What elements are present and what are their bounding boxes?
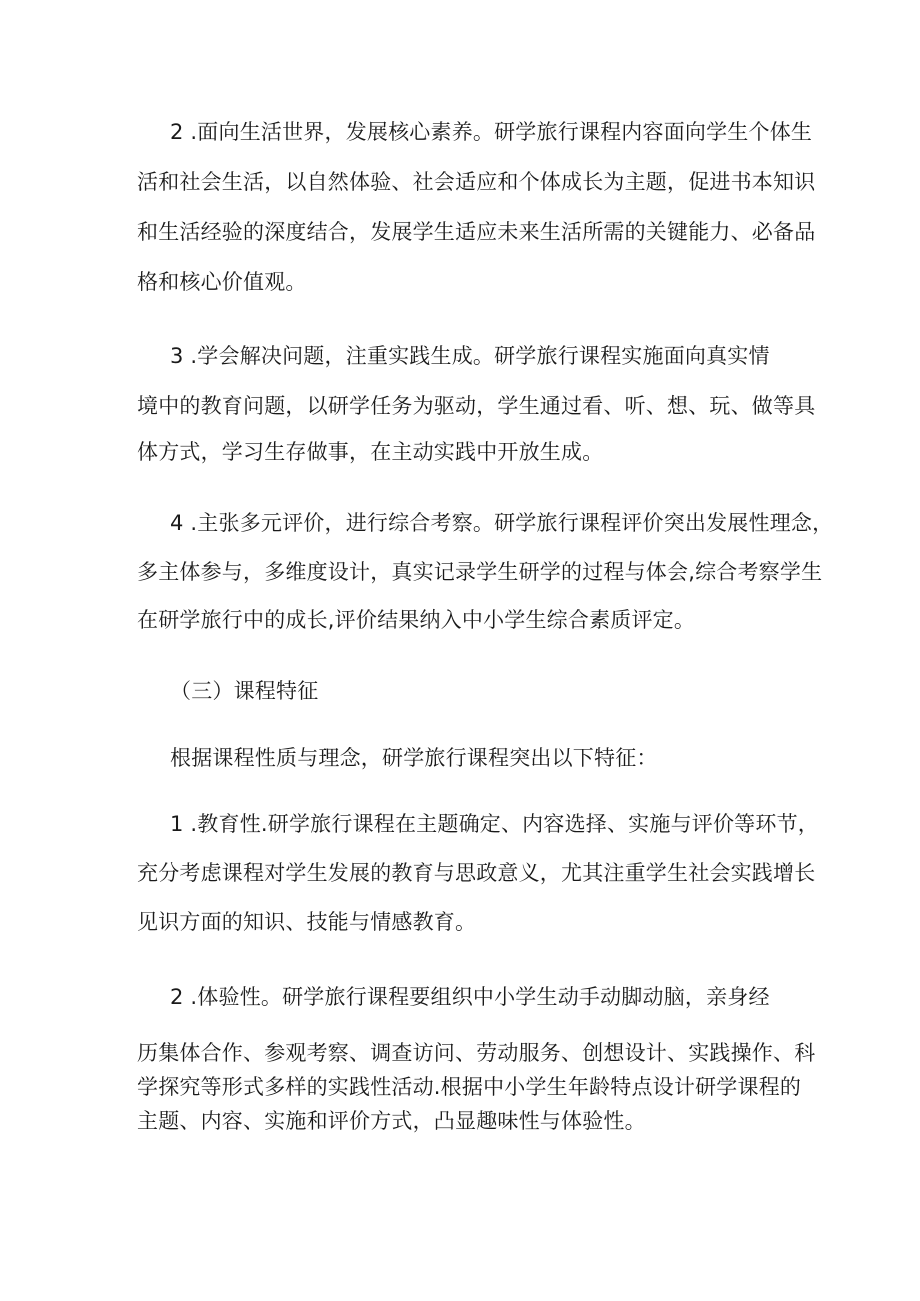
text-line: 充分考虑课程对学生发展的教育与思政意义，尤其注重学生社会实践增长 xyxy=(137,861,816,885)
text-line: 活和社会生活，以自然体验、社会适应和个体成长为主题，促进书本知识 xyxy=(137,170,816,194)
text-line: 学探究等形式多样的实践性活动.根据中小学生年龄特点设计研学课程的 xyxy=(137,1075,802,1099)
text-line: 在研学旅行中的成长,评价结果纳入中小学生综合素质评定。 xyxy=(137,608,696,632)
text-line: 主题、内容、实施和评价方式，凸显趣味性与体验性。 xyxy=(137,1109,646,1133)
section-heading: （三）课程特征 xyxy=(170,679,319,703)
text-line: 3 .学会解决问题，注重实践生成。研学旅行课程实施面向真实情 xyxy=(170,344,770,368)
text-line: 2 .体验性。研学旅行课程要组织中小学生动手动脚动脑，亲身经 xyxy=(170,985,770,1009)
text-line: 体方式，学习生存做事，在主动实践中开放生成。 xyxy=(137,440,604,464)
text-line: 多主体参与，多维度设计，真实记录学生研学的过程与体会,综合考察学生 xyxy=(137,560,823,584)
text-line: 境中的教育问题，以研学任务为驱动，学生通过看、听、想、玩、做等具 xyxy=(137,394,816,418)
intro-paragraph: 根据课程性质与理念，研学旅行课程突出以下特征： xyxy=(170,746,658,770)
text-line: 1 .教育性.研学旅行课程在主题确定、内容选择、实施与评价等环节， xyxy=(170,812,819,836)
text-line: 和生活经验的深度结合，发展学生适应未来生活所需的关键能力、必备品 xyxy=(137,220,816,244)
text-line: 格和核心价值观。 xyxy=(137,270,307,294)
text-line: 2 .面向生活世界，发展核心素养。研学旅行课程内容面向学生个体生 xyxy=(170,120,813,144)
text-line: 见识方面的知识、技能与情感教育。 xyxy=(137,910,477,934)
text-line: 历集体合作、参观考察、调查访问、劳动服务、创想设计、实践操作、科 xyxy=(137,1041,816,1065)
text-line: 4 .主张多元评价，进行综合考察。研学旅行课程评价突出发展性理念， xyxy=(170,511,834,535)
